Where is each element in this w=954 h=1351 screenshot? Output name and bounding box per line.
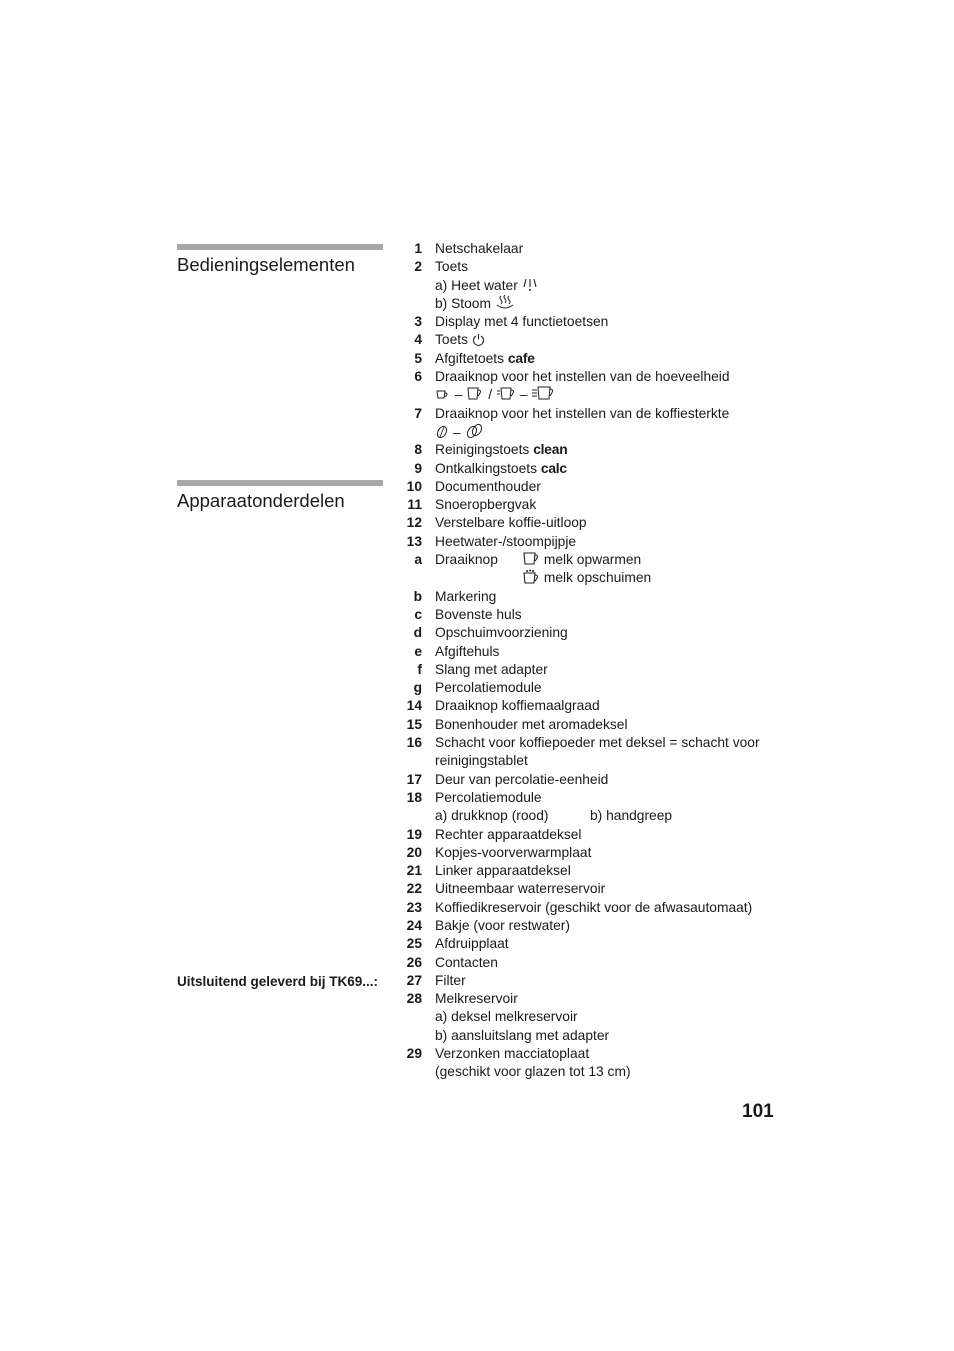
item-number: 1 — [414, 241, 422, 256]
section-rule-parts — [177, 480, 383, 486]
list-item — [396, 460, 796, 478]
item-number: 17 — [406, 771, 422, 787]
item-number: 12 — [406, 515, 422, 531]
cafe-key-label: cafe — [507, 350, 535, 366]
heading-parts: Apparaatonderdelen — [177, 490, 345, 511]
list-item — [396, 734, 796, 752]
item-number: 21 — [406, 863, 422, 879]
item-text: Uitneembaar waterreservoir — [435, 881, 606, 897]
extra-large-cup-icon — [531, 386, 555, 401]
list-item — [396, 478, 796, 496]
item-number: e — [414, 643, 422, 659]
item-text: Linker apparaatdeksel — [435, 863, 571, 879]
item-text: Bonenhouder met aromadeksel — [435, 716, 628, 732]
item-number: 9 — [414, 460, 422, 476]
item-number: 27 — [406, 972, 422, 988]
item-text: Verzonken macciatoplaat — [435, 1046, 590, 1062]
item-col2-text: melk opwarmen — [543, 552, 642, 568]
single-bean-icon — [435, 425, 449, 439]
calc-key-label: calc — [540, 460, 567, 476]
list-item — [396, 386, 796, 404]
item-number: 6 — [414, 369, 422, 385]
item-text: Heetwater-/stoompijpje — [435, 533, 577, 549]
list-item — [396, 569, 796, 587]
item-text: Filter — [435, 972, 466, 988]
item-text: Rechter apparaatdeksel — [435, 826, 582, 842]
list-item — [396, 1027, 796, 1045]
list-item — [396, 752, 796, 770]
list-item — [396, 551, 796, 569]
list-item — [396, 826, 796, 844]
list-item — [396, 277, 796, 295]
list-item — [396, 496, 796, 514]
item-text: Draaiknop voor het instellen van de koffiesterkte — [435, 405, 730, 421]
item-text: Reinigingstoets — [435, 442, 530, 458]
item-text: Netschakelaar — [435, 241, 524, 256]
item-text: Draaiknop — [435, 552, 498, 568]
parts-list — [396, 240, 796, 1082]
item-number: b — [413, 588, 422, 604]
item-text: Kopjes-voorverwarmplaat — [435, 844, 592, 860]
list-item — [396, 880, 796, 898]
item-number: 14 — [406, 698, 422, 714]
item-text: Percolatiemodule — [435, 680, 542, 696]
item-number: 10 — [406, 478, 422, 494]
list-item — [396, 405, 796, 423]
list-item — [396, 350, 796, 368]
item-number: a — [414, 552, 422, 568]
item-text: Markering — [435, 588, 497, 604]
item-number: 4 — [414, 332, 422, 348]
list-item — [396, 588, 796, 606]
list-item — [396, 716, 796, 734]
item-number: 24 — [406, 917, 422, 933]
list-item — [396, 990, 796, 1008]
small-cup-icon — [435, 389, 451, 401]
item-text: Afdruipplaat — [435, 936, 509, 952]
item-text: a) Heet water — [435, 277, 518, 293]
item-text: Percolatiemodule — [435, 789, 542, 805]
list-item — [396, 972, 796, 990]
symbol-dash: – — [452, 424, 461, 440]
list-item — [396, 240, 796, 258]
list-item — [396, 917, 796, 935]
item-text: Afgiftehuls — [435, 643, 500, 659]
item-text: Melkreservoir — [435, 991, 518, 1007]
list-item — [396, 514, 796, 532]
item-text: Afgiftetoets — [435, 350, 505, 366]
item-text: b) aansluitslang met adapter — [435, 1027, 610, 1043]
item-text: Koffiedikreservoir (geschikt voor de afwasautomaat) — [435, 899, 753, 915]
item-text: Deur van percolatie-eenheid — [435, 771, 609, 787]
item-number: 18 — [406, 789, 422, 805]
list-item — [396, 295, 796, 313]
symbol-slash: / — [488, 387, 493, 403]
item-number: 3 — [414, 314, 422, 330]
hot-water-icon — [522, 278, 542, 292]
clean-key-label: clean — [533, 442, 568, 458]
item-number: 7 — [414, 405, 422, 421]
item-text: Ontkalkingstoets — [435, 460, 537, 476]
list-item — [396, 661, 796, 679]
milk-froth-icon — [522, 569, 540, 584]
list-item — [396, 771, 796, 789]
item-text: Bakje (voor restwater) — [435, 917, 570, 933]
list-item — [396, 1045, 796, 1063]
list-item — [396, 258, 796, 276]
list-item — [396, 643, 796, 661]
supplied-note: Uitsluitend geleverd bij TK69...: — [177, 974, 379, 989]
item-text: (geschikt voor glazen tot 13 cm) — [435, 1064, 631, 1080]
section-rule-controls — [177, 244, 383, 250]
list-item — [396, 606, 796, 624]
list-item — [396, 807, 796, 825]
list-item — [396, 697, 796, 715]
cup-sizes-icons — [435, 386, 555, 404]
list-item — [396, 1008, 796, 1026]
list-item — [396, 789, 796, 807]
list-item — [396, 862, 796, 880]
item-text: Snoeropbergvak — [435, 497, 537, 513]
item-number: 8 — [414, 442, 422, 458]
item-number: c — [414, 606, 422, 622]
item-text: Verstelbare koffie-uitloop — [435, 515, 587, 531]
item-col2-text: melk opschuimen — [543, 570, 652, 586]
item-number: 16 — [406, 735, 422, 751]
item-text: Bovenste huls — [435, 606, 522, 622]
list-item — [396, 844, 796, 862]
list-item — [396, 624, 796, 642]
list-item — [396, 441, 796, 459]
item-text: b) Stoom — [435, 295, 491, 311]
item-number: 11 — [407, 497, 422, 513]
item-text: Slang met adapter — [435, 661, 548, 677]
list-item — [396, 899, 796, 917]
list-item — [396, 313, 796, 331]
heading-controls: Bedieningselementen — [177, 254, 355, 275]
item-text: Draaiknop koffiemaalgraad — [435, 698, 600, 714]
item-number: 13 — [406, 533, 422, 549]
item-text: Contacten — [435, 954, 498, 970]
item-text: a) deksel melkreservoir — [435, 1009, 578, 1025]
page-number: 101 — [742, 1101, 774, 1122]
item-number: g — [413, 680, 422, 696]
symbol-dash: – — [519, 387, 528, 403]
list-item — [396, 533, 796, 551]
item-number: 26 — [406, 954, 422, 970]
item-text: Toets — [435, 259, 468, 275]
item-number: 23 — [406, 899, 422, 915]
item-number: 22 — [406, 881, 422, 897]
list-item — [396, 1063, 796, 1081]
item-number: 15 — [406, 716, 422, 732]
symbol-dash: – — [454, 387, 463, 403]
item-number: 20 — [406, 844, 422, 860]
list-item — [396, 368, 796, 386]
bean-strength-icons — [435, 423, 484, 442]
item-text: Toets — [435, 332, 468, 348]
item-number: d — [413, 625, 422, 641]
list-item — [396, 423, 796, 441]
item-text: Schacht voor koffiepoeder met deksel = schacht voor — [435, 735, 760, 751]
list-item — [396, 679, 796, 697]
list-item — [396, 331, 796, 349]
large-cup-icon — [496, 387, 516, 401]
item-text: Documenthouder — [435, 478, 541, 494]
item-number: f — [417, 661, 422, 677]
item-text: Draaiknop voor het instellen van de hoeveelheid — [435, 369, 730, 385]
item-number: 2 — [414, 259, 422, 275]
milk-warm-icon — [522, 552, 540, 566]
double-bean-icon — [464, 423, 484, 439]
item-number: 29 — [406, 1046, 422, 1062]
item-number: 19 — [406, 826, 422, 842]
list-item — [396, 935, 796, 953]
steam-icon — [495, 295, 515, 310]
power-icon — [472, 333, 485, 346]
item-text: Opschuimvoorziening — [435, 625, 568, 641]
item-text: reinigingstablet — [435, 753, 528, 769]
item-col3-text: b) handgreep — [590, 808, 673, 824]
item-text: Display met 4 functietoetsen — [435, 314, 609, 330]
list-item — [396, 954, 796, 972]
medium-cup-icon — [466, 387, 484, 401]
item-number: 28 — [406, 991, 422, 1007]
item-number: 25 — [406, 936, 422, 952]
item-number: 5 — [414, 350, 422, 366]
item-text: a) drukknop (rood) — [435, 808, 549, 824]
